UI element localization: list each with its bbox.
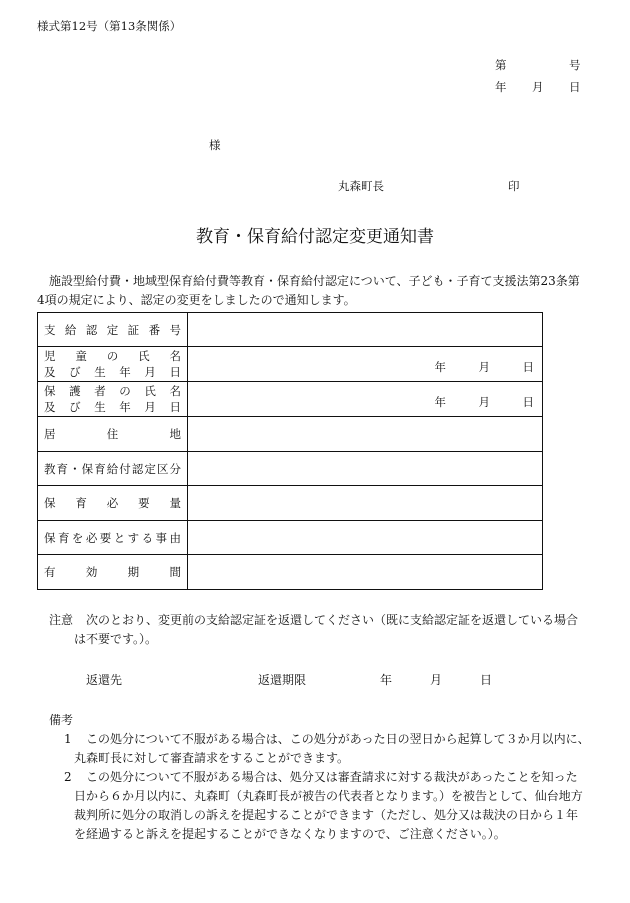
remark-line: この処分について不服がある場合は、処分又は審査請求に対する裁決があったことを知った (86, 770, 578, 784)
table-row (38, 486, 543, 521)
header-date-day: 日 (569, 80, 581, 94)
document-title: 教育・保育給付認定変更通知書 (196, 227, 434, 247)
header-date-month: 月 (532, 80, 544, 94)
label-line: 及び生年月日 (44, 400, 181, 414)
label-line: 保護者の氏名 (44, 384, 181, 398)
remark-line: 丸森町長に対して審査請求をすることができます。 (74, 751, 350, 765)
return-deadline-label: 返還期限 (258, 673, 307, 687)
deadline-day: 日 (480, 673, 493, 687)
date-day: 日 (522, 360, 534, 374)
number-prefix: 第 (495, 58, 507, 72)
date-day: 日 (522, 395, 534, 409)
table-row (38, 313, 543, 347)
value-cell (188, 417, 543, 452)
value-cell (188, 555, 543, 590)
remark-line: 裁判所に処分の取消しの訴えを提起することができます（ただし、処分又は裁決の日から１年 (74, 808, 579, 822)
row-label: 支給認定証番号 (38, 313, 188, 347)
value-cell (188, 521, 543, 555)
table-row (38, 555, 543, 590)
row-label: 保育必要量 (38, 486, 188, 521)
notice-head: 注意 (49, 613, 74, 627)
header-date-year: 年 (495, 80, 507, 94)
remarks-head: 備考 (49, 713, 74, 727)
notice-line-2: は不要です。）。 (74, 632, 158, 646)
seal-mark: 印 (508, 179, 520, 193)
date-line (435, 359, 535, 375)
intro-line-2: 4項の規定により、認定の変更をしましたので通知します。 (37, 293, 356, 307)
row-label (38, 347, 188, 382)
date-line (435, 394, 535, 410)
remark-line: を経過すると訴えを提起することができなくなりますので、ご注意ください。）。 (74, 827, 506, 841)
deadline-month: 月 (430, 673, 443, 687)
row-label: 教育・保育給付認定区分 (38, 452, 188, 486)
value-cell (188, 382, 543, 417)
date-year: 年 (434, 360, 446, 374)
addressee-suffix: 様 (209, 138, 221, 152)
table-row (38, 417, 543, 452)
table-row (38, 382, 543, 417)
date-year: 年 (434, 395, 446, 409)
notice-line-1: 次のとおり、変更前の支給認定証を返還してください（既に支給認定証を返還している場合 (86, 613, 579, 627)
intro-line-1: 施設型給付費・地域型保育給付費等教育・保育給付認定について、子ども・子育て支援法第23条第 (49, 274, 580, 288)
number-suffix: 号 (569, 58, 581, 72)
value-cell (188, 313, 543, 347)
form-label: 様式第12号（第13条関係） (37, 19, 182, 33)
date-month: 月 (478, 395, 490, 409)
table-row (38, 347, 543, 382)
table-row (38, 521, 543, 555)
value-cell (188, 452, 543, 486)
label-line: 児童の氏名 (44, 349, 181, 363)
certification-table (37, 312, 543, 590)
row-label: 有効期間 (38, 555, 188, 590)
table-row (38, 452, 543, 486)
deadline-year: 年 (380, 673, 393, 687)
row-label: 保育を必要とする事由 (38, 521, 188, 555)
return-to-label: 返還先 (86, 673, 123, 687)
value-cell (188, 347, 543, 382)
label-line: 及び生年月日 (44, 365, 181, 379)
remark-number: 2 (64, 770, 72, 784)
row-label: 居住地 (38, 417, 188, 452)
remark-line: この処分について不服がある場合は、この処分があった日の翌日から起算して３か月以内に、 (86, 732, 590, 746)
value-cell (188, 486, 543, 521)
date-month: 月 (478, 360, 490, 374)
remark-line: 日から６か月以内に、丸森町（丸森町長が被告の代表者となります。）を被告として、仙台地方 (74, 789, 583, 803)
row-label (38, 382, 188, 417)
issuer: 丸森町長 (338, 179, 384, 193)
remark-number: 1 (64, 732, 72, 746)
